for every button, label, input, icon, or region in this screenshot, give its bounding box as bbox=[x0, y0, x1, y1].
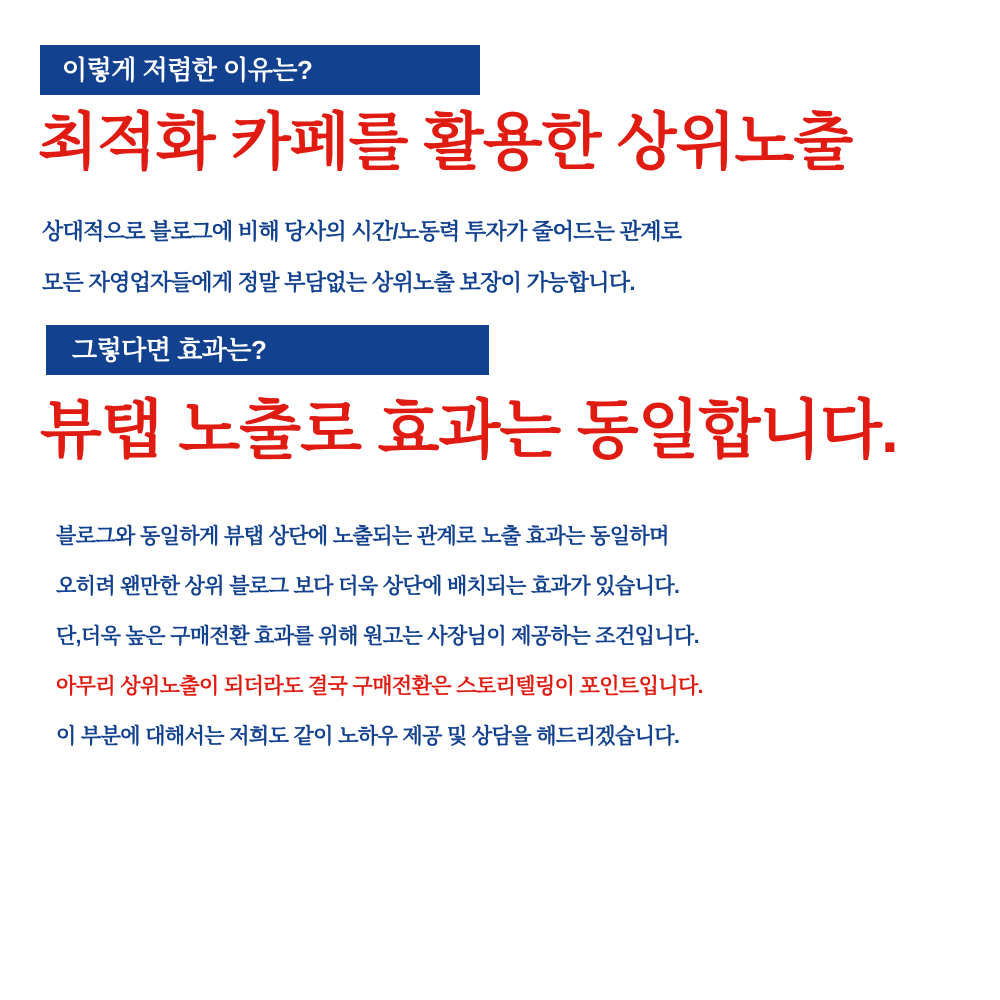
section2-badge: 그렇다면 효과는? bbox=[46, 325, 489, 375]
section2-body-line-4: 아무리 상위노출이 되더라도 결국 구매전환은 스토리텔링이 포인트입니다. bbox=[56, 675, 703, 698]
section2-body-line-5: 이 부분에 대해서는 저희도 같이 노하우 제공 및 상담을 해드리겠습니다. bbox=[56, 725, 680, 748]
section2-headline: 뷰탭 노출로 효과는 동일합니다. bbox=[40, 394, 898, 466]
section2-body-line-3: 단,더욱 높은 구매전환 효과를 위해 원고는 사장님이 제공하는 조건입니다. bbox=[56, 625, 699, 648]
section1-badge: 이렇게 저렴한 이유는? bbox=[40, 45, 480, 95]
section1-subline-1: 상대적으로 블로그에 비해 당사의 시간/노동력 투자가 줄어드는 관계로 bbox=[42, 219, 682, 244]
section2-body-line-1: 블로그와 동일하게 뷰탭 상단에 노출되는 관계로 노출 효과는 동일하며 bbox=[56, 525, 669, 548]
section2-body-line-2: 오히려 왠만한 상위 블로그 보다 더욱 상단에 배치되는 효과가 있습니다. bbox=[56, 575, 680, 598]
section1-headline: 최적화 카페를 활용한 상위노출 bbox=[38, 108, 853, 177]
section1-subline-2: 모든 자영업자들에게 정말 부담없는 상위노출 보장이 가능합니다. bbox=[42, 270, 635, 295]
